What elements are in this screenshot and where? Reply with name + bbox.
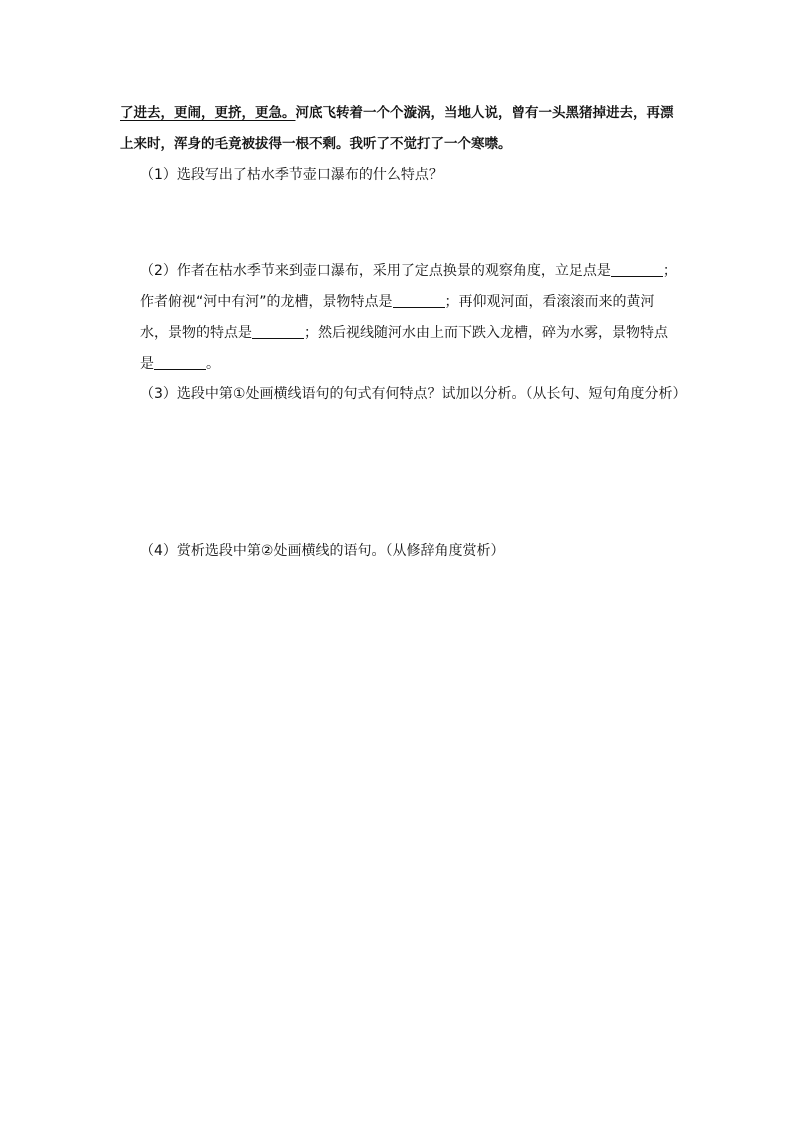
answer-blank-3[interactable]	[252, 320, 304, 339]
question-2-text-b: ；作者俯视“河中有河”的龙槽，景物特点是	[140, 263, 677, 310]
question-3: （3）选段中第①处画横线语句的句式有何特点？试加以分析。（从长句、短句角度分析）	[140, 386, 687, 402]
reading-passage	[120, 98, 680, 160]
answer-blank-2[interactable]	[393, 289, 445, 308]
question-2-text-e: 。	[206, 356, 220, 372]
question-1: （1）选段写出了枯水季节壶口瀑布的什么特点？	[140, 167, 443, 183]
passage-text-line2: ，再漂上来时，浑身的毛竟被拔得一根不剩。我听了不觉打了一个寒噤。	[120, 105, 674, 152]
answer-blank-4[interactable]	[154, 351, 206, 370]
question-2-text-d: ；然后视线随河水由上而下跌入龙槽，碎为水雾，景物特点是	[140, 325, 668, 372]
question-2	[140, 256, 680, 380]
question-2-text-c: ；再仰观河面，看滚滚而来的黄河水，景物的特点是	[140, 294, 655, 341]
underlined-sentence-2: 了进去，更闹，更挤，更急。	[120, 105, 296, 121]
passage-text-line1: 河底飞转着一个个漩涡，当地人说，曾有一头黑猪掉进去	[295, 105, 633, 121]
answer-blank-1[interactable]	[611, 258, 663, 277]
question-2-text-a: （2）作者在枯水季节来到壶口瀑布，采用了定点换景的观察角度，立足点是	[140, 263, 611, 279]
question-4: （4）赏析选段中第②处画横线的语句。（从修辞角度赏析）	[140, 543, 505, 559]
